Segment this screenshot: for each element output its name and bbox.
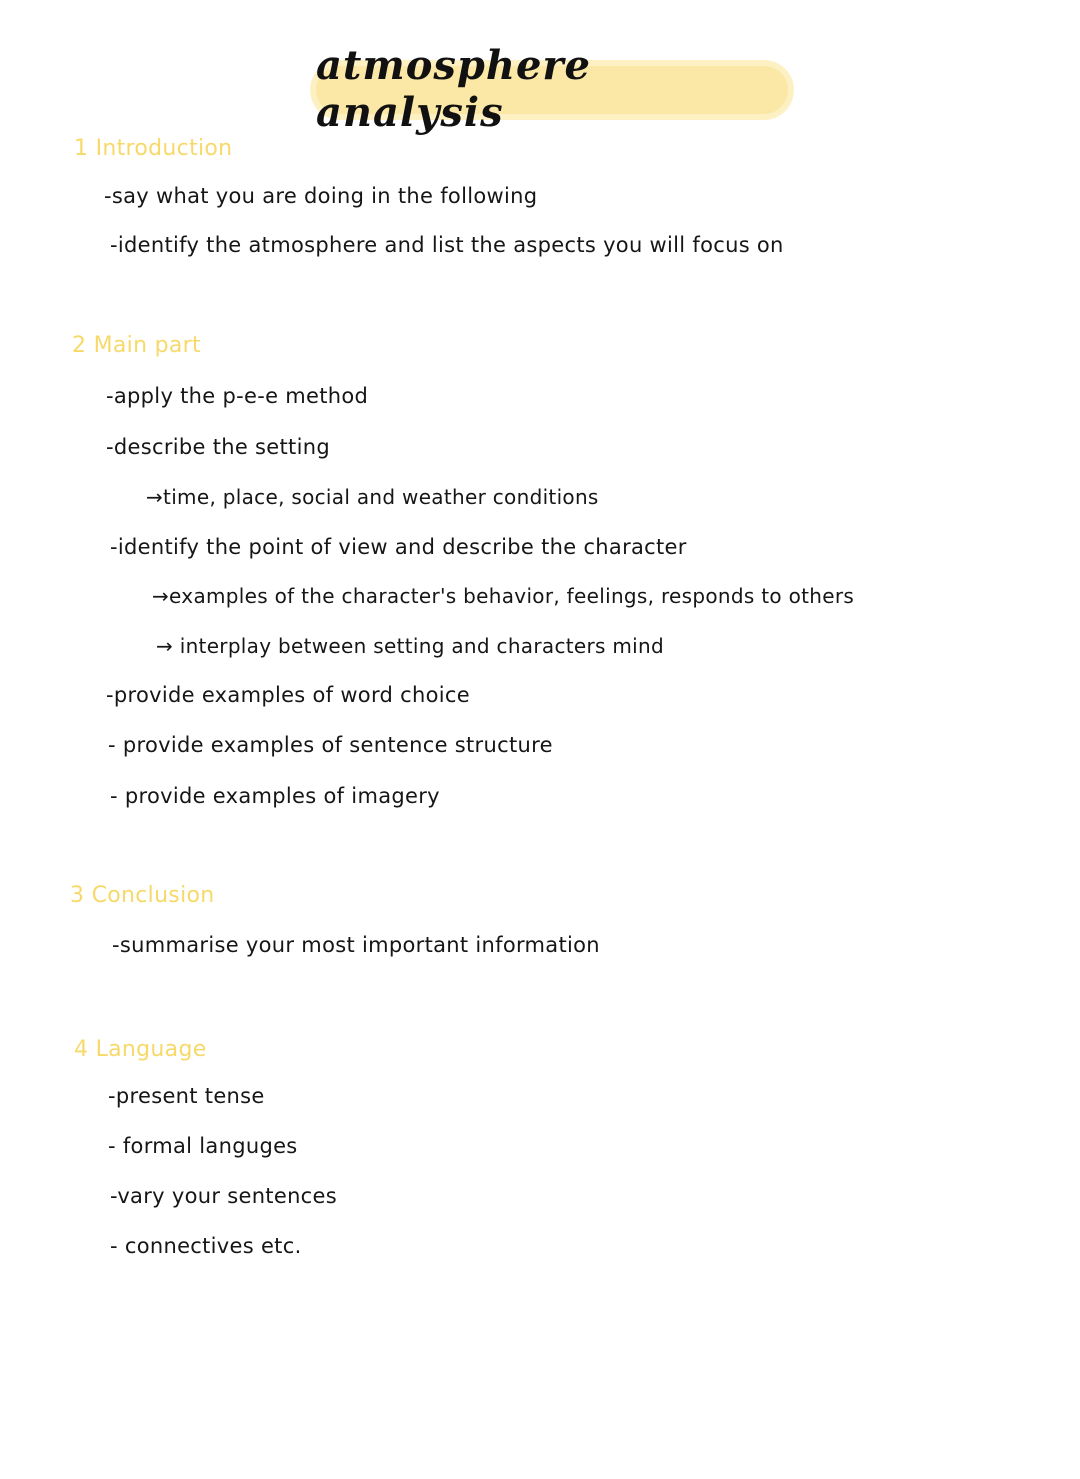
list-item: -apply the p-e-e method bbox=[106, 384, 369, 408]
section-heading-main-part: 2 Main part bbox=[72, 333, 201, 358]
list-item: -describe the setting bbox=[106, 435, 330, 459]
list-item: -identify the point of view and describe the character bbox=[110, 535, 687, 559]
section-heading-introduction: 1 Introduction bbox=[74, 136, 233, 161]
section-heading-language: 4 Language bbox=[74, 1037, 207, 1062]
section-heading-conclusion: 3 Conclusion bbox=[70, 883, 215, 908]
list-item: - connectives etc. bbox=[110, 1234, 302, 1258]
list-item: - provide examples of sentence structure bbox=[108, 733, 553, 757]
page-title: atmosphere analysis bbox=[316, 42, 591, 136]
list-item: -provide examples of word choice bbox=[106, 683, 470, 707]
list-item: -identify the atmosphere and list the aspects you will focus on bbox=[110, 233, 784, 257]
list-item: -summarise your most important information bbox=[112, 933, 600, 957]
sub-list-item: →time, place, social and weather conditions bbox=[146, 485, 599, 509]
list-item: -vary your sentences bbox=[110, 1184, 337, 1208]
list-item: -say what you are doing in the following bbox=[104, 184, 538, 208]
title-block bbox=[316, 42, 788, 136]
sub-list-item: →examples of the character's behavior, feelings, responds to others bbox=[152, 584, 855, 608]
list-item: -present tense bbox=[108, 1084, 265, 1108]
sub-list-item: → interplay between setting and characters mind bbox=[156, 634, 664, 658]
list-item: - provide examples of imagery bbox=[110, 784, 440, 808]
list-item: - formal languges bbox=[108, 1134, 298, 1158]
